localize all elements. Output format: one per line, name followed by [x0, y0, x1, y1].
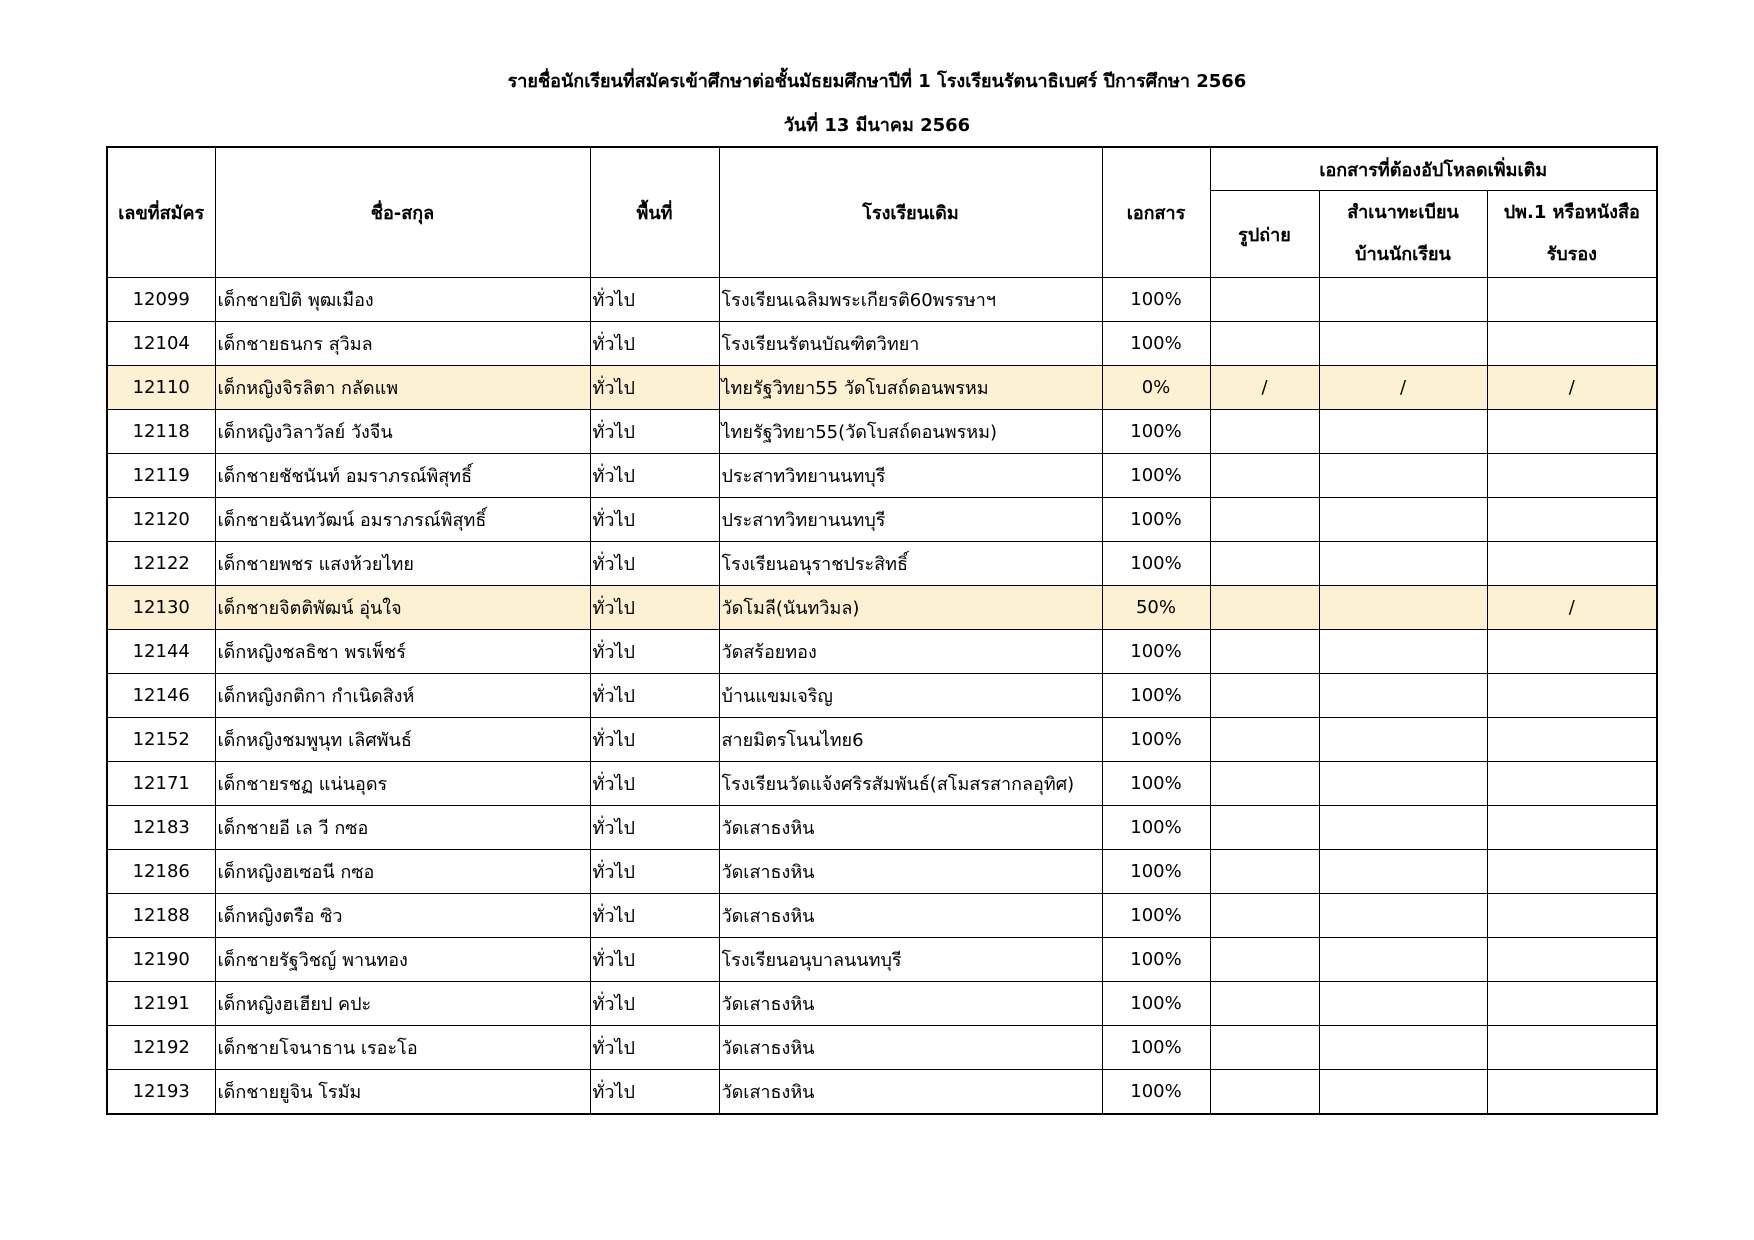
cell-id: 12171	[107, 762, 215, 806]
cell-docs: 100%	[1102, 454, 1210, 498]
cell-school: วัดเสาธงหิน	[719, 850, 1102, 894]
cell-house-registration	[1319, 410, 1487, 454]
cell-photo	[1210, 674, 1319, 718]
table-header	[107, 147, 1657, 278]
cell-school: วัดเสาธงหิน	[719, 982, 1102, 1026]
cell-school: ไทยรัฐวิทยา55(วัดโบสถ์ดอนพรหม)	[719, 410, 1102, 454]
header-house-registration-line1: สำเนาทะเบียน	[1347, 202, 1459, 223]
cell-area: ทั่วไป	[590, 366, 719, 410]
cell-transcript	[1487, 1026, 1657, 1070]
table-row	[107, 674, 1657, 718]
cell-photo	[1210, 542, 1319, 586]
table-row	[107, 278, 1657, 322]
cell-docs: 100%	[1102, 982, 1210, 1026]
table-row	[107, 806, 1657, 850]
cell-photo	[1210, 1070, 1319, 1115]
cell-docs: 100%	[1102, 718, 1210, 762]
cell-area: ทั่วไป	[590, 938, 719, 982]
cell-transcript	[1487, 938, 1657, 982]
cell-photo	[1210, 498, 1319, 542]
table-row	[107, 1070, 1657, 1115]
cell-house-registration	[1319, 1026, 1487, 1070]
cell-house-registration	[1319, 322, 1487, 366]
table-row	[107, 850, 1657, 894]
cell-id: 12110	[107, 366, 215, 410]
cell-id: 12122	[107, 542, 215, 586]
table-row	[107, 366, 1657, 410]
cell-house-registration	[1319, 674, 1487, 718]
cell-name: เด็กชายอี เล วี กซอ	[215, 806, 590, 850]
cell-id: 12186	[107, 850, 215, 894]
table-row	[107, 542, 1657, 586]
cell-name: เด็กชายปิติ พุฒเมือง	[215, 278, 590, 322]
cell-docs: 100%	[1102, 938, 1210, 982]
cell-photo	[1210, 850, 1319, 894]
cell-school: ประสาทวิทยานนทบุรี	[719, 454, 1102, 498]
header-name: ชื่อ-สกุล	[215, 147, 590, 278]
page-title: รายชื่อนักเรียนที่สมัครเข้าศึกษาต่อชั้นมัธยมศึกษาปีที่ 1 โรงเรียนรัตนาธิเบศร์ ปีการศึกษา 2566	[507, 71, 1247, 92]
cell-id: 12104	[107, 322, 215, 366]
cell-school: บ้านแขมเจริญ	[719, 674, 1102, 718]
cell-area: ทั่วไป	[590, 278, 719, 322]
table-row	[107, 322, 1657, 366]
header-house-registration-line2: บ้านนักเรียน	[1355, 244, 1451, 265]
header-docs: เอกสาร	[1102, 147, 1210, 278]
cell-docs: 100%	[1102, 806, 1210, 850]
cell-area: ทั่วไป	[590, 762, 719, 806]
cell-name: เด็กชายฉันทวัฒน์ อมราภรณ์พิสุทธิ์	[215, 498, 590, 542]
cell-transcript	[1487, 894, 1657, 938]
cell-transcript	[1487, 410, 1657, 454]
cell-id: 12188	[107, 894, 215, 938]
cell-area: ทั่วไป	[590, 630, 719, 674]
cell-docs: 0%	[1102, 366, 1210, 410]
table-row	[107, 586, 1657, 630]
header-transcript-line1: ปพ.1 หรือหนังสือ	[1503, 202, 1640, 223]
cell-name: เด็กชายยูจิน โรมัม	[215, 1070, 590, 1115]
table-row	[107, 498, 1657, 542]
cell-area: ทั่วไป	[590, 894, 719, 938]
cell-area: ทั่วไป	[590, 454, 719, 498]
cell-transcript	[1487, 630, 1657, 674]
cell-school: โรงเรียนเฉลิมพระเกียรติ60พรรษาฯ	[719, 278, 1102, 322]
cell-transcript	[1487, 718, 1657, 762]
cell-transcript	[1487, 674, 1657, 718]
header-house-registration	[1319, 191, 1487, 278]
cell-transcript	[1487, 278, 1657, 322]
cell-id: 12190	[107, 938, 215, 982]
header-transcript-line2: รับรอง	[1546, 244, 1597, 265]
cell-name: เด็กชายรัฐวิชญ์ พานทอง	[215, 938, 590, 982]
cell-id: 12120	[107, 498, 215, 542]
cell-school: วัดโมลี(นันทวิมล)	[719, 586, 1102, 630]
cell-photo	[1210, 278, 1319, 322]
cell-docs: 50%	[1102, 586, 1210, 630]
cell-name: เด็กหญิงวิลาวัลย์ วังจีน	[215, 410, 590, 454]
cell-house-registration	[1319, 278, 1487, 322]
cell-school: สายมิตรโนนไทย6	[719, 718, 1102, 762]
cell-photo	[1210, 894, 1319, 938]
cell-area: ทั่วไป	[590, 850, 719, 894]
header-transcript	[1487, 191, 1657, 278]
cell-name: เด็กหญิงชมพูนุท เลิศพันธ์	[215, 718, 590, 762]
cell-name: เด็กหญิงจิรลิตา กลัดแพ	[215, 366, 590, 410]
cell-house-registration	[1319, 542, 1487, 586]
applicants-table	[106, 146, 1658, 1115]
cell-area: ทั่วไป	[590, 674, 719, 718]
cell-name: เด็กหญิงกติกา กำเนิดสิงห์	[215, 674, 590, 718]
cell-name: เด็กหญิงฮเซอนี กซอ	[215, 850, 590, 894]
cell-docs: 100%	[1102, 322, 1210, 366]
cell-id: 12192	[107, 1026, 215, 1070]
table-row	[107, 762, 1657, 806]
cell-photo	[1210, 322, 1319, 366]
cell-school: โรงเรียนวัดแจ้งศริรสัมพันธ์(สโมสรสากลอุทิศ)	[719, 762, 1102, 806]
table-row	[107, 982, 1657, 1026]
cell-photo	[1210, 938, 1319, 982]
cell-id: 12119	[107, 454, 215, 498]
cell-photo	[1210, 454, 1319, 498]
cell-photo	[1210, 806, 1319, 850]
cell-docs: 100%	[1102, 542, 1210, 586]
cell-id: 12144	[107, 630, 215, 674]
table-row	[107, 1026, 1657, 1070]
cell-docs: 100%	[1102, 278, 1210, 322]
cell-id: 12191	[107, 982, 215, 1026]
cell-id: 12099	[107, 278, 215, 322]
table-row	[107, 410, 1657, 454]
cell-transcript	[1487, 498, 1657, 542]
cell-house-registration	[1319, 586, 1487, 630]
cell-school: วัดเสาธงหิน	[719, 1026, 1102, 1070]
cell-docs: 100%	[1102, 1026, 1210, 1070]
cell-area: ทั่วไป	[590, 1070, 719, 1115]
cell-name: เด็กชายธนกร สุวิมล	[215, 322, 590, 366]
cell-transcript	[1487, 762, 1657, 806]
cell-docs: 100%	[1102, 630, 1210, 674]
cell-transcript: /	[1487, 586, 1657, 630]
cell-area: ทั่วไป	[590, 498, 719, 542]
page-date: วันที่ 13 มีนาคม 2566	[783, 115, 971, 136]
cell-name: เด็กชายรชฏ แน่นอุดร	[215, 762, 590, 806]
cell-name: เด็กหญิงชลธิชา พรเพ็ชร์	[215, 630, 590, 674]
cell-id: 12118	[107, 410, 215, 454]
cell-id: 12152	[107, 718, 215, 762]
cell-area: ทั่วไป	[590, 322, 719, 366]
cell-transcript	[1487, 1070, 1657, 1115]
cell-docs: 100%	[1102, 674, 1210, 718]
cell-docs: 100%	[1102, 762, 1210, 806]
cell-transcript	[1487, 850, 1657, 894]
cell-photo	[1210, 630, 1319, 674]
cell-docs: 100%	[1102, 498, 1210, 542]
cell-house-registration	[1319, 454, 1487, 498]
cell-area: ทั่วไป	[590, 982, 719, 1026]
table-row	[107, 938, 1657, 982]
cell-area: ทั่วไป	[590, 1026, 719, 1070]
cell-name: เด็กชายจิตติพัฒน์ อุ่นใจ	[215, 586, 590, 630]
cell-school: วัดเสาธงหิน	[719, 806, 1102, 850]
cell-house-registration	[1319, 850, 1487, 894]
cell-school: โรงเรียนอนุบาลนนทบุรี	[719, 938, 1102, 982]
cell-docs: 100%	[1102, 1070, 1210, 1115]
cell-id: 12193	[107, 1070, 215, 1115]
cell-photo	[1210, 586, 1319, 630]
cell-id: 12183	[107, 806, 215, 850]
cell-name: เด็กหญิงตรือ ซิว	[215, 894, 590, 938]
header-area: พื้นที่	[590, 147, 719, 278]
cell-docs: 100%	[1102, 410, 1210, 454]
cell-id: 12130	[107, 586, 215, 630]
cell-transcript: /	[1487, 366, 1657, 410]
cell-area: ทั่วไป	[590, 542, 719, 586]
cell-school: ไทยรัฐวิทยา55 วัดโบสถ์ดอนพรหม	[719, 366, 1102, 410]
cell-area: ทั่วไป	[590, 586, 719, 630]
table-row	[107, 894, 1657, 938]
cell-docs: 100%	[1102, 850, 1210, 894]
cell-photo: /	[1210, 366, 1319, 410]
cell-school: วัดเสาธงหิน	[719, 1070, 1102, 1115]
cell-house-registration	[1319, 762, 1487, 806]
table-row	[107, 718, 1657, 762]
cell-photo	[1210, 762, 1319, 806]
cell-name: เด็กชายโจนาธาน เรอะโอ	[215, 1026, 590, 1070]
cell-docs: 100%	[1102, 894, 1210, 938]
cell-name: เด็กชายชัชนันท์ อมราภรณ์พิสุทธิ์	[215, 454, 590, 498]
cell-area: ทั่วไป	[590, 806, 719, 850]
cell-house-registration	[1319, 894, 1487, 938]
cell-house-registration: /	[1319, 366, 1487, 410]
cell-house-registration	[1319, 630, 1487, 674]
cell-name: เด็กหญิงฮเฮียป คปะ	[215, 982, 590, 1026]
header-school: โรงเรียนเดิม	[719, 147, 1102, 278]
cell-name: เด็กชายพชร แสงห้วยไทย	[215, 542, 590, 586]
cell-transcript	[1487, 542, 1657, 586]
cell-transcript	[1487, 454, 1657, 498]
table-body	[107, 278, 1657, 1115]
cell-house-registration	[1319, 806, 1487, 850]
header-photo: รูปถ่าย	[1210, 191, 1319, 278]
cell-photo	[1210, 982, 1319, 1026]
cell-house-registration	[1319, 1070, 1487, 1115]
cell-house-registration	[1319, 718, 1487, 762]
cell-house-registration	[1319, 982, 1487, 1026]
cell-transcript	[1487, 322, 1657, 366]
header-upload-group: เอกสารที่ต้องอัปโหลดเพิ่มเติม	[1210, 147, 1657, 191]
cell-photo	[1210, 410, 1319, 454]
cell-school: วัดสร้อยทอง	[719, 630, 1102, 674]
header-id: เลขที่สมัคร	[107, 147, 215, 278]
cell-photo	[1210, 1026, 1319, 1070]
cell-photo	[1210, 718, 1319, 762]
cell-area: ทั่วไป	[590, 410, 719, 454]
cell-id: 12146	[107, 674, 215, 718]
cell-transcript	[1487, 982, 1657, 1026]
table-row	[107, 454, 1657, 498]
cell-school: ประสาทวิทยานนทบุรี	[719, 498, 1102, 542]
cell-area: ทั่วไป	[590, 718, 719, 762]
cell-school: โรงเรียนรัตนบัณฑิตวิทยา	[719, 322, 1102, 366]
cell-house-registration	[1319, 938, 1487, 982]
cell-school: โรงเรียนอนุราชประสิทธิ์	[719, 542, 1102, 586]
table-row	[107, 630, 1657, 674]
cell-transcript	[1487, 806, 1657, 850]
cell-school: วัดเสาธงหิน	[719, 894, 1102, 938]
cell-house-registration	[1319, 498, 1487, 542]
